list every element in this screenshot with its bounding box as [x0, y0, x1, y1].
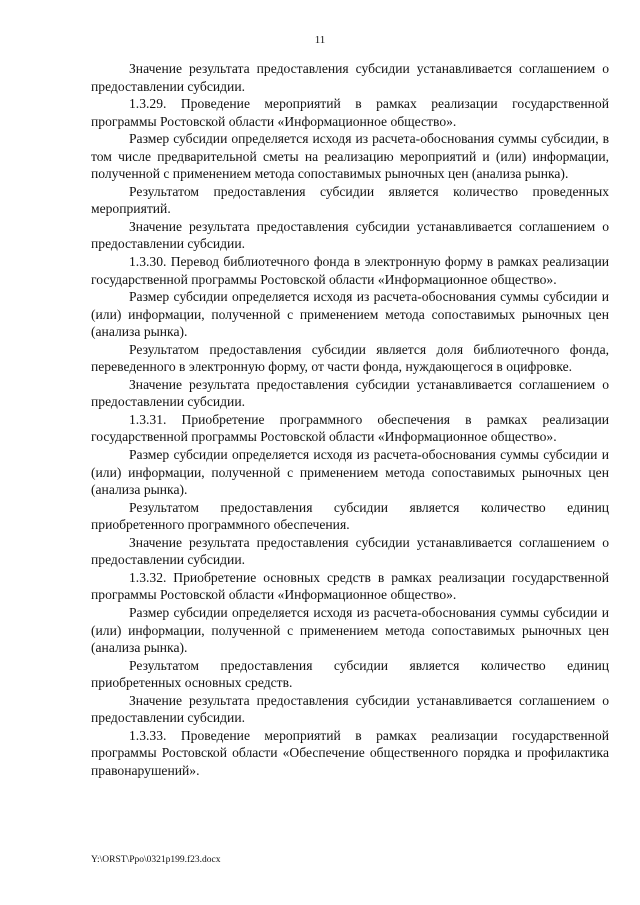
paragraph: 1.3.32. Приобретение основных средств в рамках реализации государственной программы Ростовской области «Информационное общество».	[91, 569, 609, 603]
paragraph: Размер субсидии определяется исходя из расчета-обоснования суммы субсидии и (или) информации, полученной с применением метода сопоставимых рыночных цен (анализа рынка).	[91, 604, 609, 656]
page-number: 11	[314, 34, 326, 46]
paragraph: 1.3.31. Приобретение программного обеспечения в рамках реализации государственной программы Ростовской области «Информационное общество».	[91, 411, 609, 445]
paragraph: 1.3.33. Проведение мероприятий в рамках реализации государственной программы Ростовской области «Обеспечение общественного порядка и профилактика правонарушений».	[91, 727, 609, 778]
document-body	[91, 60, 609, 779]
paragraph: Значение результата предоставления субсидии устанавливается соглашением о предоставлении субсидии.	[91, 534, 609, 568]
paragraph: Результатом предоставления субсидии является количество единиц приобретенных основных средств.	[91, 657, 609, 691]
paragraph: Значение результата предоставления субсидии устанавливается соглашением о предоставлении субсидии.	[91, 61, 609, 94]
paragraph: Размер субсидии определяется исходя из расчета-обоснования суммы субсидии и (или) информации, полученной с применением метода сопоставимых рыночных цен (анализа рынка).	[91, 447, 609, 498]
paragraph: Значение результата предоставления субсидии устанавливается соглашением о предоставлении субсидии.	[91, 692, 609, 726]
paragraph: Результатом предоставления субсидии является доля библиотечного фонда, переведенного в электронную форму, от части фонда, нуждающегося в оцифровке.	[91, 341, 609, 375]
footer-file-path: Y:\ORST\Ppo\0321p199.f23.docx	[91, 855, 221, 865]
paragraph: 1.3.29. Проведение мероприятий в рамках реализации государственной программы Ростовской области «Информационное общество».	[91, 96, 609, 129]
paragraph: 1.3.30. Перевод библиотечного фонда в электронную форму в рамках реализации государственной программы Ростовской области «Информационное общество».	[91, 254, 609, 287]
paragraph: Результатом предоставления субсидии является количество проведенных мероприятий.	[91, 183, 609, 217]
paragraph: Размер субсидии определяется исходя из расчета-обоснования суммы субсидии и (или) информации, полученной с применением метода сопоставимых рыночных цен (анализа рынка).	[91, 289, 609, 340]
paragraph: Значение результата предоставления субсидии устанавливается соглашением о предоставлении субсидии.	[91, 376, 609, 410]
paragraph: Размер субсидии определяется исходя из расчета-обоснования суммы субсидии, в том числе предварительной сметы на реализацию мероприятий и (или) информации, полученной с применением метода сопоставимых рыночных цен (анализа рынка).	[91, 131, 609, 182]
paragraph: Значение результата предоставления субсидии устанавливается соглашением о предоставлении субсидии.	[91, 218, 609, 252]
paragraph: Результатом предоставления субсидии является количество единиц приобретенного программного обеспечения.	[91, 499, 609, 533]
